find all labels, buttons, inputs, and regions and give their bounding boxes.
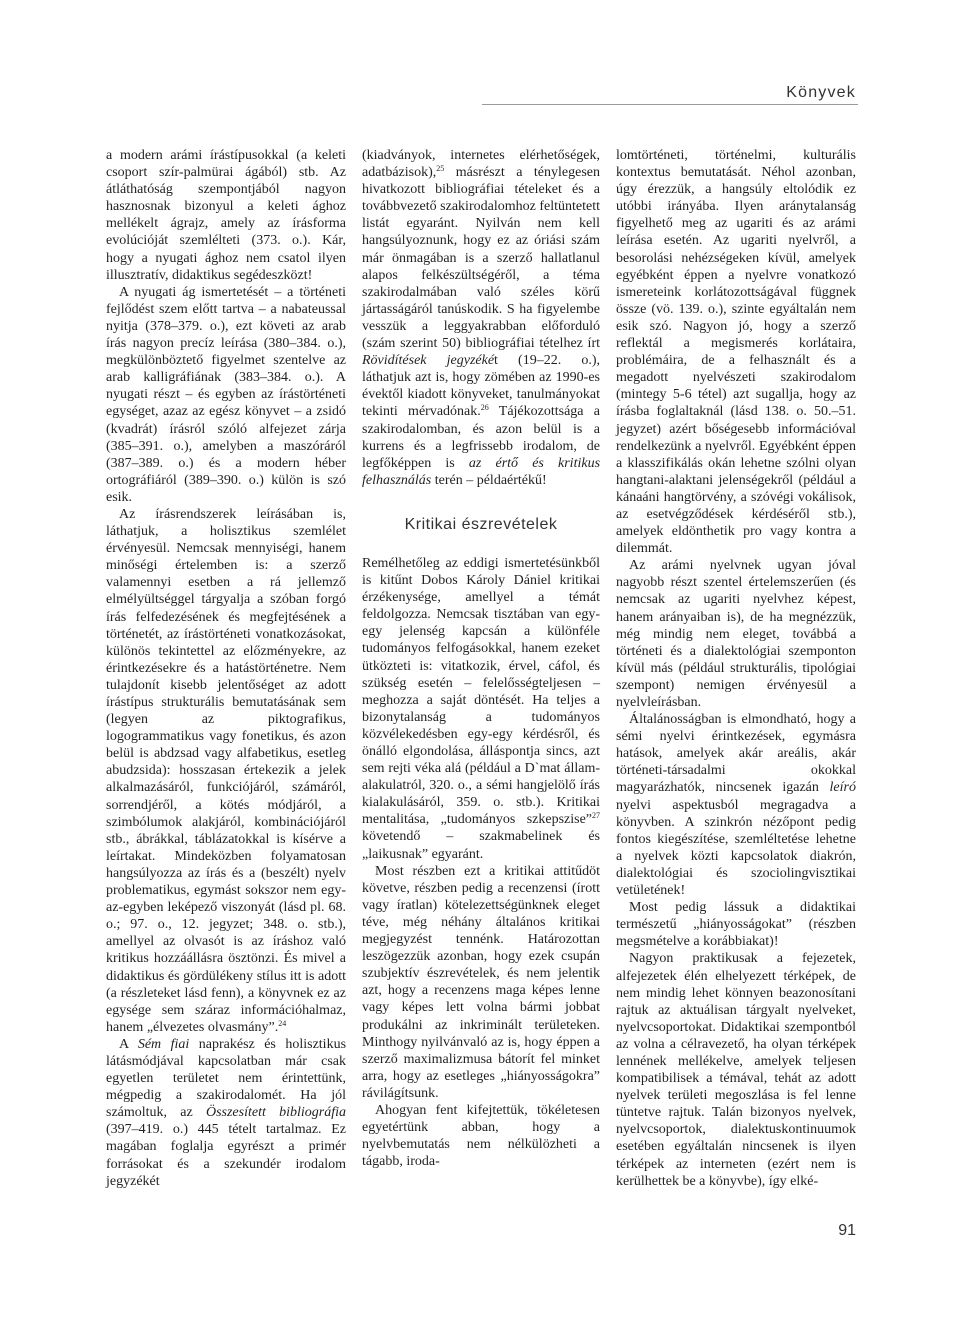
paragraph: A Sém fiai naprakész és holisztikus látásmódjával kapcsolatban már csak egyetlen területet nem érintettünk, mégpedig a szakirodalomét. Ha jól számoltuk, az Összesített bibliográfia (397–419. o.) 445 tételt tartalmaz. Ez magában foglalja egyrészt a primér forrásokat és a szekundér irodalom jegyzékét: [106, 1036, 347, 1189]
header-rule: [482, 104, 858, 105]
page-number: 91: [838, 1222, 856, 1239]
paragraph: Nagyon praktikusak a fejezetek, alfejezetek élén elhelyezett térképek, de nem mindig lehet könnyen beazonosítani rajtuk az aktuálisan tárgyalt nyelveket, nyelvcsoportokat. Didaktikai szempontból az volna a célravezető, ha olyan térképek lennének mellékelve, amelyek teljesen kompatibilisek a témával, tehát az adott nyelvek területi megoszlása is fel lenne tüntetve rajtuk. Talán bizonyos nyelvek, nyelvcsoportok, dialektuskontinuumok esetében egyáltalán nincsenek is ilyen térképek az interneten (ezért nem is kerülhettek be a könyvbe), így elké-: [616, 951, 856, 1189]
emphasis: leíró: [829, 780, 856, 796]
running-head: Könyvek: [786, 84, 856, 101]
abbreviations-title: Rövidítések jegyzéké: [362, 353, 495, 369]
paragraph: (kiadványok, internetes elérhetőségek, adatbázisok),$^{25}$ másrészt a ténylegesen hivatkozott bibliográfiai tételeket és a továbbvezető szakirodalomhoz feltüntetett listát egyaránt. Nyilván nem kell hangsúlyoznunk, hogy ez az óriási szám már önmagában is a szerző hallatlanul alapos felkészültségéről, a téma szakirodalmában való széles körű jártasságáról tanúskodik. S ha figyelembe vesszük a leggyakrabban előforduló (szám szerint 50) bibliográfiai tételhez írt Rövidítések jegyzékét (19–22. o.), láthatjuk azt is, hogy zömében az 1990-es évektől kiadott könyveket, tanulmányokat tekinti mérvadónak.$^{26}$ Tájékozottsága a szakirodalomban, és azon belül is a kurrens és a legfrissebb irodalom, de legfőképpen is az értő és kritikus felhasználás terén – példaértékű!: [362, 148, 601, 488]
paragraph: Most pedig lássuk a didaktikai természetű „hiányosságokat” (részben megsmételve a korábbiakat)!: [616, 900, 856, 950]
column-right: [616, 147, 856, 1190]
paragraph: lomtörténeti, történelmi, kulturális kontextus bemutatását. Néhol azonban, úgy érezzük, a hangsúly eltolódik ez utóbbi irányába. Ilyen aránytalanság figyelhető meg az ugariti és az arámi leírása esetén. Az ugariti nyelvről, a besorolási nehézségeken kívül, amelyek egyébként éppen a nyelvre vonatkozó ismereteink korlátozottságával függnek össze (vö. 139. o.), szinte egyáltalán nem esik szó. Nagyon jó, hogy a szerző reflektál a megismerés korlátaira, problémáira, de a felhasznált és a megadott nyelvészeti szakirodalom (mintegy 5-6 tétel) azt sugallja, hogy az írásba foglaltaknál (lásd 138. o. 50.–51. jegyzet) azért bőségesebb információval rendelkezünk a nyelvről. Egyébként éppen a klasszifikálás okán lehetne szólni olyan hangtani-alaktani jelenségekről (például a kánaáni hangtörvény, a szóvégi vokálisok, az esetvégződések kérdéséről stb.), amelyek eldönthetik pro vagy kontra a dilemmát.: [616, 148, 856, 557]
column-middle: [362, 147, 600, 1170]
paragraph: Az arámi nyelvnek ugyan jóval nagyobb részt szentel értelemszerűen (és nemcsak az ugariti nyelvhez képest, hanem arányaiban is), de ha megnézzük, még mindig nem eleget, továbbá a történeti és a dialektológiai szemponton kívül más (például strukturális, tipológiai szempont) nemigen érvényesül a nyelvleírásban.: [616, 558, 856, 710]
footnote-ref: 25: [436, 164, 445, 174]
footnote-ref: 27: [592, 811, 600, 821]
emphasis: az értő és kritikus felhasználás: [362, 455, 601, 488]
paragraph: Általánosságban is elmondható, hogy a sémi nyelvi érintkezések, egymásra hatások, amelyek akár areális, akár történeti-társadalmi okokkal magyarázhatók, nincsenek igazán leíró nyelvi aspektusból megragadva a könyvben. A szinkrón nézőpont pedig fontos kiegészítése, szemléltetése lehetne a nyelvek közti kapcsolatok diakrón, dialektológiai és szociolingvisztikai vetületének!: [616, 712, 856, 899]
section-heading: Kritikai észrevételek: [404, 515, 558, 533]
paragraph: A nyugati ág ismertetését – a történeti fejlődést szem előtt tartva – a nabateussal nyitja (378–379. o.), ezt követi az arab írás nagyon precíz leírása (380–384. o.), megkülönböztető figyelmet szentelve az arab kalligráfiának (383–384. o.). A nyugati részt – és egyben az írástörténeti egységet, azaz az egész könyvet – a zsidó (kvadrát) írásról szóló alfejezet zárja (385–391. o.), amelyben a maszóráról (387–389. o.) és a modern héber ortográfiáról (389–390. o.) külön is szó esik.: [106, 284, 346, 505]
paragraph: Az írásrendszerek leírásában is, láthatjuk, a holisztikus szemlélet érvényesül. Nemcsak mennyiségi, hanem minőségi értelemben is: a szerző valamennyi esetben a rá jellemző elmélyültséggel tárgyalja a szóban forgó írás felfedezésének és megfejtésének a történetét, az írástörténeti vonatkozásokat, különös tekintettel az előzményekre, az érintkezésekre és a hatástörténetre. Nem tulajdonít kisebb jelentőséget az adott írástípus strukturális bemutatásának sem (legyen az piktografikus, logogrammatikus vagy fonetikus, és azon belül is abdzsad vagy alfabetikus, esetleg abudzsida): hosszasan értekezik a jelek alkalmazásáról, funkciójáról, számáról, sorrendjéről, a kötés módjáról, a szimbólumok alakjáról, kombinációjáról stb., ábrákkal, táblázatokkal is kísérve a leírtakat. Mindeközben folyamatosan hangsúlyozza az írás és a (beszélt) nyelv problematikus, egymást sokszor nem egy-az-egyben leképező viszonyát (lásd pl. 68. o.; 97. o., 12. jegyzet; 348. o. stb.), amellyel az olvasót is az íráshoz való kritikus hozzáállásra ösztönzi. És mivel a didaktikus és gördülékeny stílus itt is adott (a részleteket lásd fenn), a könyvnek ez az egysége sem száraz információhalmaz, hanem „élvezetes olvasmány”.$^{24}$: [106, 506, 346, 1035]
book-title: Sém fiai: [137, 1036, 190, 1052]
column-left: [106, 147, 346, 1190]
bibliography-title: Összesített bibliográfia: [205, 1105, 346, 1121]
paragraph: a modern arámi írástípusokkal (a keleti csoport szír-palmürai ágából) stb. Az átláthatóság szempontjából nagyon hasznosnak bizonyul a keleti ághoz mellékelt ágrajz, amely az írásforma evolúcióját szemlélteti (373. o.). Kár, hogy a nyugati ághoz nem csatol ilyen illusztratív, didaktikus segédeszközt!: [106, 148, 346, 283]
footnote-ref: 26: [480, 403, 489, 413]
footnote-ref: 24: [278, 1018, 287, 1028]
paragraph: Most részben ezt a kritikai attitűdöt követve, részben pedig a recenzensi (írott vagy íratlan) kötelezettségünknek eleget téve, még néhány általános kritikai megjegyzést tennénk. Határozottan leszögezzük azonban, hogy ezek csupán szubjektív észrevételek, és nem jelentik azt, hogy a recenzens maga képes lenne vagy képes lett volna bármi jobbat produkálni az inkriminált területeken. Minthogy nyilvánvaló az is, hogy éppen a szerző maximalizmusa bátorít fel minket arra, hogy az esetleges „hiányosságokra” rávilágítsunk.: [362, 863, 600, 1101]
paragraph: Ahogyan fent kifejtettük, tökéletesen egyetértünk abban, hogy a nyelvbemutatás nem nélkülözheti a tágabb, iroda-: [362, 1102, 600, 1170]
paragraph: Remélhetőleg az eddigi ismertetésünkből is kitűnt Dobos Károly Dániel kritikai érzékenysége, amellyel a témát feldolgozza. Nemcsak tisztában van egy-egy jelenség kapcsán a különféle tudományos felfogásokkal, hanem ezeket ütközteti is: vitatkozik, érvel, cáfol, és szükség esetén – felelősségteljesen – meghozza a saját döntését. Ha teljes a bizonytalanság a tudományos közvélekedésben egy-egy kérdésről, és önálló elgondolása, álláspontja sincs, azt sem rejti véka alá (például a D`mat állam-alakulatról, 320. o., a sémi hangjelölő írás kialakulásáról, 359. o. stb.). Kritikai mentalitása, „tudományos szkepszise”$^{27}$ követendő – szakmabelinek és „laikusnak” egyaránt.: [362, 555, 600, 862]
